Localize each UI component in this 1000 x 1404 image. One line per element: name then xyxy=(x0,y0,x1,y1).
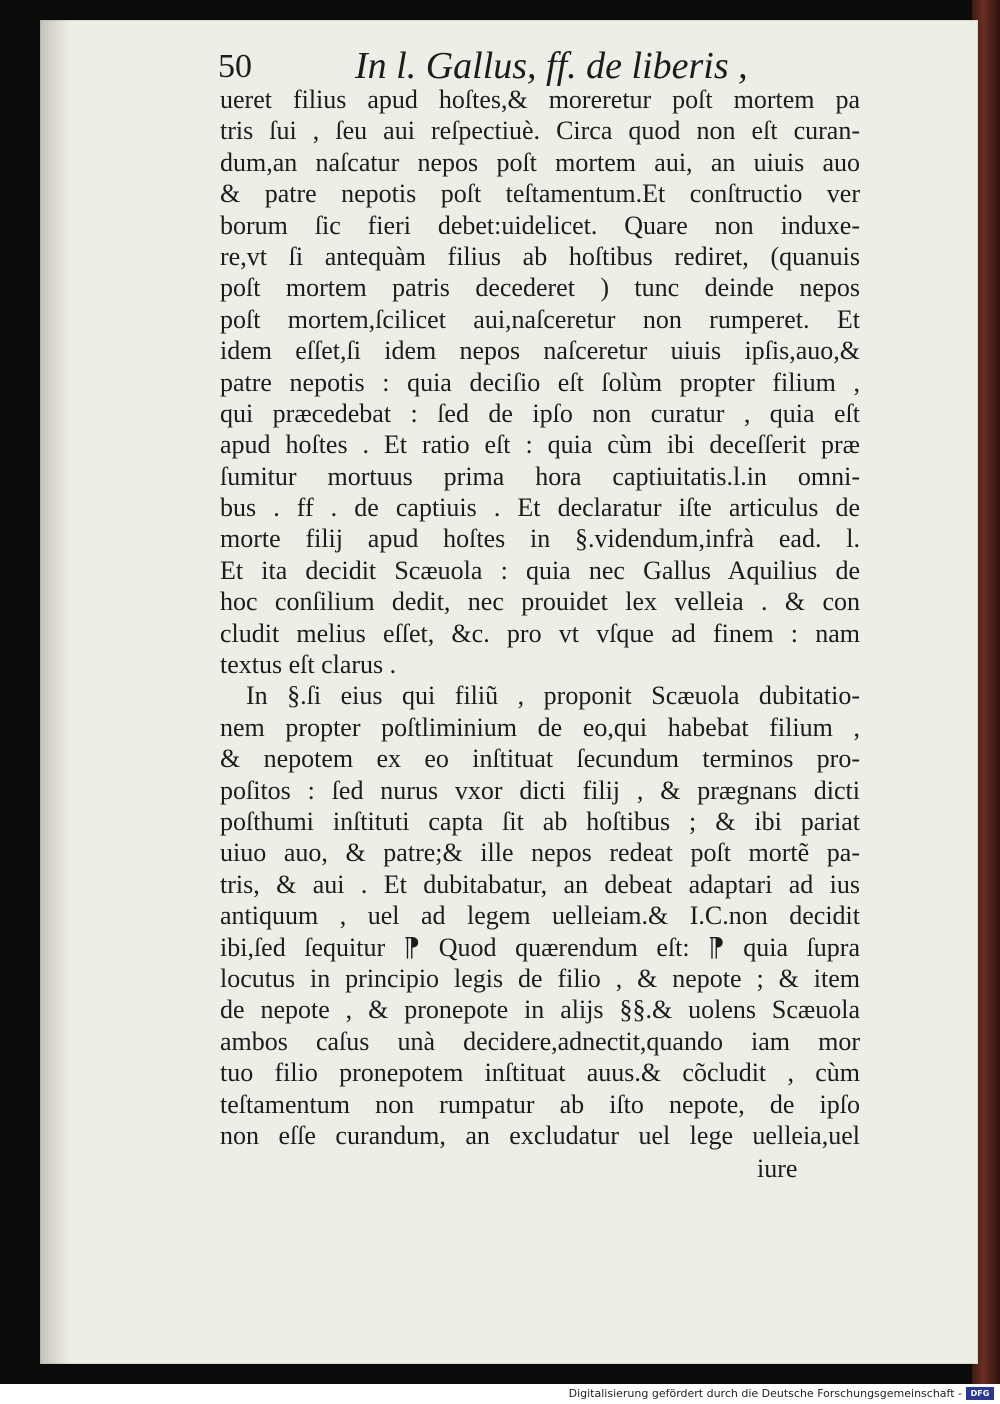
text-line: ueret filius apud hoſtes,& moreretur poſt mortem pa xyxy=(220,85,860,114)
text-line: hoc conſilium dedit, nec prouidet lex velleia . & con xyxy=(220,587,860,617)
footer-bar xyxy=(0,1384,1000,1404)
text-line: locutus in principio legis de filio , & nepote ; & item xyxy=(220,963,860,993)
text-line: & nepotem ex eo inſtituat ſecundum terminos pro- xyxy=(220,744,860,774)
text-line: antiquum , uel ad legem uelleiam.& I.C.non decidit xyxy=(220,901,860,931)
text-line: tris, & aui . Et dubitabatur, an debeat adaptari ad ius xyxy=(220,869,860,899)
dfg-logo: DFG xyxy=(966,1387,994,1400)
text-line: tuo filio pronepotem inſtituat auus.& cõcludit , cùm xyxy=(220,1058,860,1088)
text-line: dum,an naſcatur nepos poſt mortem aui, an uiuis auo xyxy=(220,147,860,177)
text-line: cludit melius eſſet, &c. pro vt vſque ad finem : nam xyxy=(220,618,860,648)
text-line: poſitos : ſed nurus vxor dicti filij , & prægnans dicti xyxy=(220,775,860,805)
page-number: 50 xyxy=(218,48,252,85)
text-line: apud hoſtes . Et ratio eſt : quia cùm ibi deceſſerit præ xyxy=(220,430,860,460)
text-line: poſt mortem patris decederet ) tunc deinde nepos xyxy=(220,273,860,303)
text-line: bus . ff . de captiuis . Et declaratur iſte articulus de xyxy=(220,493,860,523)
funding-credit: Digitalisierung gefördert durch die Deutsche Forschungsgemeinschaft - xyxy=(568,1387,962,1400)
body-text xyxy=(220,84,860,1151)
text-line: uiuo auo, & patre;& ille nepos redeat poſt mortẽ pa- xyxy=(220,838,860,868)
text-line: tris ſui , ſeu aui reſpectiuè. Circa quod non eſt curan- xyxy=(220,116,860,146)
text-line: teſtamentum non rumpatur ab iſto nepote, de ipſo xyxy=(220,1089,860,1119)
text-line: morte filij apud hoſtes in §.videndum,infrà ead. l. xyxy=(220,524,860,554)
text-line: ambos caſus unà decidere,adnectit,quando iam mor xyxy=(220,1026,860,1056)
text-line: patre nepotis : quia deciſio eſt ſolùm propter filium , xyxy=(220,367,860,397)
text-line: qui præcedebat : ſed de ipſo non curatur , quia eſt xyxy=(220,398,860,428)
text-line: re,vt ſi antequàm filius ab hoſtibus rediret, (quanuis xyxy=(220,241,860,271)
text-line: de nepote , & pronepote in alijs §§.& uolens Scæuola xyxy=(220,995,860,1025)
header-title: In l. Gallus, ff. de liberis , xyxy=(355,45,748,87)
text-line: nem propter poſtliminium de eo,qui habebat filium , xyxy=(220,712,860,742)
gutter-shadow xyxy=(40,20,70,1364)
text-line: idem eſſet,ſi idem nepos naſceretur uiuis ipſis,auo,& xyxy=(220,336,860,366)
text-line: textus eſt clarus . xyxy=(220,650,397,680)
text-line: borum ſic fieri debet:uidelicet. Quare non induxe- xyxy=(220,210,860,240)
text-line: non eſſe curandum, an excludatur uel lege uelleia,uel xyxy=(220,1120,860,1150)
catchword: iure xyxy=(757,1154,798,1183)
text-line: poſthumi inſtituti capta ſit ab hoſtibus ; & ibi pariat xyxy=(220,806,860,836)
text-line: Et ita decidit Scæuola : quia nec Gallus Aquilius de xyxy=(220,555,860,585)
text-line: & patre nepotis poſt teſtamentum.Et conſtructio ver xyxy=(220,179,860,209)
text-line: ſumitur mortuus prima hora captiuitatis.l.in omni- xyxy=(220,461,860,491)
text-line: In §.ſi eius qui filiũ , proponit Scæuola dubitatio- xyxy=(246,681,860,711)
text-line: poſt mortem,ſcilicet aui,naſceretur non rumperet. Et xyxy=(220,304,860,334)
text-line: ibi,ſed ſequitur ⁋ Quod quærendum eſt: ⁋ quia ſupra xyxy=(220,932,860,962)
